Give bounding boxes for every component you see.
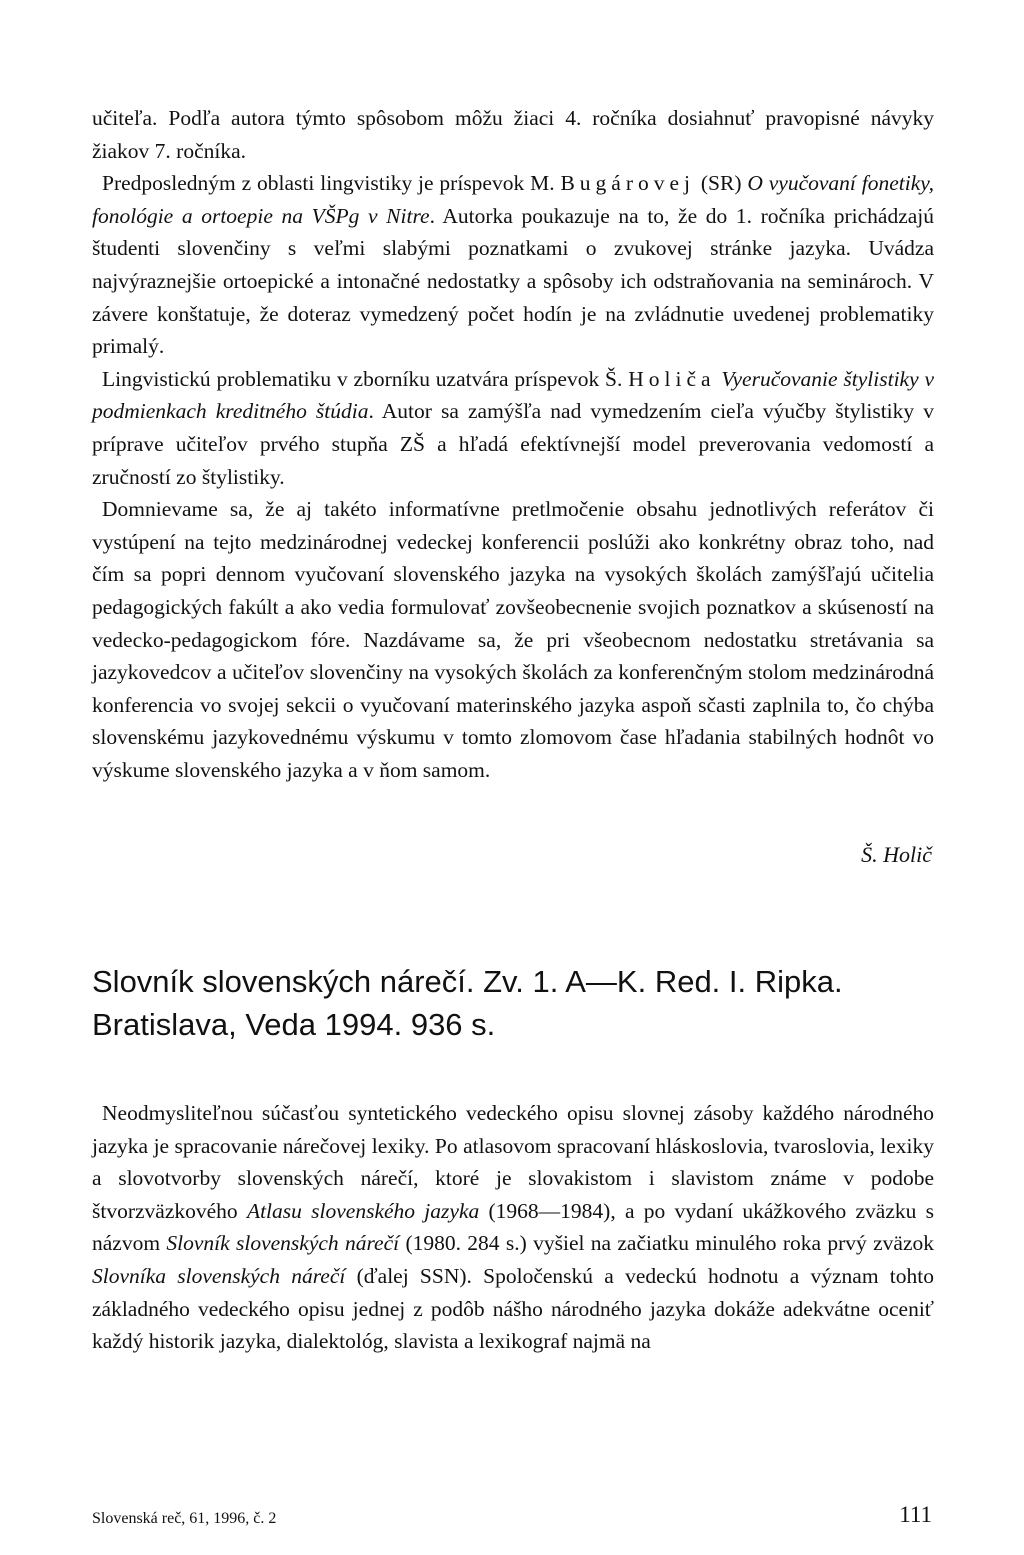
cited-title-bugarova: O vyučovaní fonetiky, fonológie a ortoepie na VŠPg v Nitre [92,171,934,228]
cited-title-holic: Vyeručovanie štylistiky v podmienkach kreditného štúdia [92,366,934,424]
review-body [92,1097,934,1358]
p2-text-c: . Autorka poukazuje na to, že do 1. ročníka prichádzajú študenti slovenčiny s veľmi slabými poznatkami o zvukovej stránke jazyka. Uvádza najvýraznejšie ortoepické a intonačné nedostatky a spôsoby ich odstraňovania na seminároch. V závere konštatuje, že doteraz vymedzený počet hodín je na zvládnutie uvedenej problematiky primalý. [92,203,934,359]
paragraph-2 [92,167,934,363]
review-heading-line-1: Slovník slovenských nárečí. Zv. 1. A—K. Red. I. Ripka. [92,964,843,999]
author-name-bugarova: Bugárovej [560,171,696,196]
paragraph-4: Domnievame sa, že aj takéto informatívne pretlmočenie obsahu jednotlivých referátov či vystúpení na tejto medzinárodnej vedeckej konferencii poslúži ako konkrétny obraz toho, nad čím sa popri dennom vyučovaní slovenského jazyka na vysokých školách zamýšľajú učitelia pedagogických fakúlt a ako vedia formulovať zovšeobecnenie svojich poznatkov a skúseností na vedecko-pedagogickom fóre. Nazdávame sa, že pri všeobecnom nedostatku stretávania sa jazykovedcov a učiteľov slovenčiny na vysokých školách za konferenčným stolom medzinárodná konferencia vo svojej sekcii o vyučovaní materinského jazyka aspoň sčasti zaplnila to, čo chýba slovenskému jazykovednému výskumu v tomto zlomovom čase hľadania stabilných hodnôt vo výskume slovenského jazyka a v ňom samom. [92,497,934,782]
p3-text-a: Lingvistickú problematiku v zborníku uzatvára príspevok Š. [102,366,629,391]
footer-citation: Slovenská reč, 61, 1996, č. 2 [92,1510,277,1527]
review-heading-line-2: Bratislava, Veda 1994. 936 s. [92,1007,496,1042]
paragraph-1: učiteľa. Podľa autora týmto spôsobom môžu žiaci 4. ročníka dosiahnuť pravopisné návyky žiakov 7. ročníka. [92,106,934,163]
review-text-a: Neodmysliteľnou súčasťou syntetického vedeckého opisu slovnej zásoby každého národného jazyka je spracovanie nárečovej lexiky. Po atlasovom spracovaní hláskoslovia, tvaroslovia, lexiky a slovotvorby slovenských nárečí, ktoré je slovakistom i slavistom známe v podobe štvorzväzkového [92,1101,934,1223]
p2-text-a: Predposledným z oblasti lingvistiky je príspevok M. [102,171,561,196]
author-name-holic: Holiča [628,366,716,391]
p3-text-b: . Autor sa zamýšľa nad vymedzením cieľa výučby štylistiky v príprave učiteľov prvého stupňa ZŠ a hľadá efektívnejší model preverovania vedomostí a zručností zo štylistiky. [92,399,934,489]
page-number: 111 [899,1502,932,1527]
article-signature: Š. Holič [861,842,932,867]
p2-text-b: (SR) [695,171,748,196]
review-paragraph-1 [92,1097,934,1358]
review-text-c: (1980. 284 s.) vyšiel na začiatku minulého roka prvý zväzok [399,1231,935,1256]
cited-title-ssn: Slovníka slovenských nárečí [92,1263,346,1288]
review-text-d: (ďalej SSN). Spoločenskú a vedeckú hodnotu a význam tohto základného vedeckého opisu jednej z podôb nášho národného jazyka dokáže adekvátne oceniť každý historik jazyka, dialektológ, slavista a lexikograf najmä na [92,1263,934,1354]
review-text-b: (1968—1984), a po vydaní ukážkového zväzku s názvom [92,1198,934,1256]
article-continuation [92,102,934,786]
cited-title-atlas: Atlasu slovenského jazyka [246,1198,480,1223]
review-heading [92,960,952,1046]
paragraph-3 [92,363,934,493]
cited-title-slovnik-1980: Slovník slovenských nárečí [166,1231,400,1256]
